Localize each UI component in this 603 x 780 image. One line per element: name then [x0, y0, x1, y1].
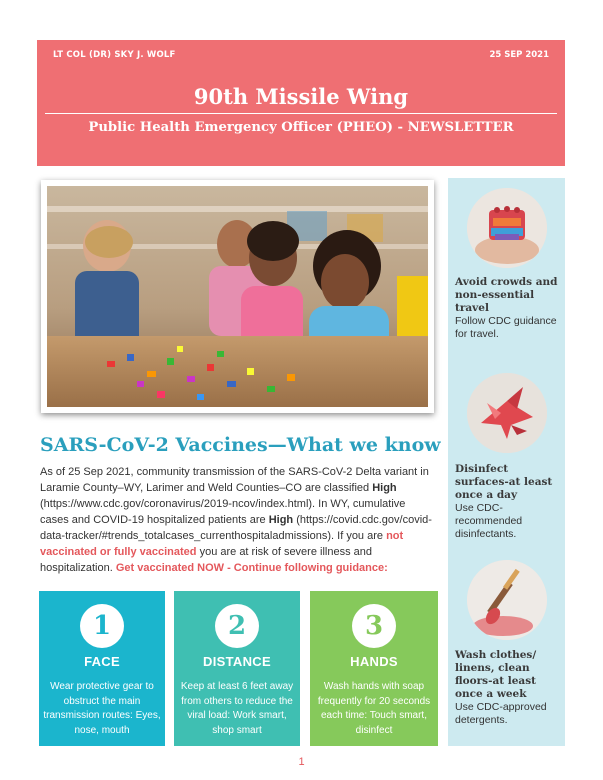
- call-to-action: Get vaccinated NOW - Continue following guidance:: [115, 562, 388, 574]
- header-divider: [45, 113, 557, 114]
- tip-disinfect: [455, 463, 561, 541]
- issue-date: 25 SEP 2021: [489, 50, 549, 60]
- newsletter-subtitle: Public Health Emergency Officer (PHEO) - NEWSLETTER: [88, 120, 514, 135]
- tip-heading: Avoid crowds and non-essential travel: [455, 276, 558, 314]
- card-text: Wear protective gear to obstruct the main transmission routes: Eyes, nose, mouth: [43, 681, 161, 736]
- paintbrush-icon: [467, 560, 547, 640]
- guidance-card-hands: [310, 591, 438, 746]
- disinfect-image: [467, 373, 547, 453]
- step-number: 2: [215, 604, 259, 648]
- virus-icon: [467, 188, 547, 268]
- card-title: FACE: [84, 654, 120, 669]
- tip-text: Follow CDC guidance for travel.: [455, 315, 557, 340]
- tip-wash: [455, 649, 561, 727]
- step-number: 3: [352, 604, 396, 648]
- card-text: Keep at least 6 feet away from others to reduce the viral load: Work smart, shop smart: [180, 681, 294, 736]
- tip-heading: Wash clothes/ linens, clean floors-at least once a week: [455, 649, 537, 700]
- article-headline: SARS-CoV-2 Vaccines—What we know: [40, 434, 441, 456]
- article-body: [40, 464, 435, 576]
- hands-holding-virus-image: [467, 188, 547, 268]
- card-text: Wash hands with soap frequently for 20 seconds each time: Touch smart, disinfect: [317, 681, 431, 736]
- card-title: HANDS: [350, 654, 398, 669]
- tip-text: Use CDC-approved detergents.: [455, 701, 547, 726]
- newsletter-title: 90th Missile Wing: [193, 84, 409, 109]
- step-number: 1: [80, 604, 124, 648]
- tips-sidebar: [448, 178, 565, 746]
- tip-text: Use CDC-recommended disinfectants.: [455, 502, 523, 540]
- body-segment: (https://www.cdc.gov/coronavirus/2019-ncov/index.html). In WY, cumulative cases and COVID-19 hospitalized patients are: [40, 498, 406, 526]
- card-title: DISTANCE: [203, 654, 271, 669]
- page-number: 1: [298, 756, 305, 768]
- transmission-level: High: [372, 482, 397, 494]
- body-segment: you are at risk of severe illness and hospitalization.: [40, 546, 372, 574]
- wash-image: [467, 560, 547, 640]
- guidance-card-distance: [174, 591, 300, 746]
- guidance-card-face: [39, 591, 165, 746]
- tip-heading: Disinfect surfaces-at least once a day: [455, 463, 553, 501]
- body-segment: (https://covid.cdc.gov/covid-data-tracker/#trends_totalcases_currenthospitaladmissions). If you are: [40, 514, 432, 542]
- author-name: LT COL (DR) SKY J. WOLF: [53, 50, 176, 60]
- origami-crane-icon: [467, 373, 547, 453]
- tip-crowds: [455, 276, 561, 341]
- newsletter-header: [37, 40, 565, 166]
- classroom-photo: [41, 180, 434, 413]
- risk-warning: not vaccinated or fully vaccinated: [40, 530, 404, 558]
- children-playing-image: [47, 186, 428, 407]
- hospitalization-level: High: [268, 514, 294, 526]
- body-segment: As of 25 Sep 2021, community transmission of the SARS-CoV-2 Delta variant in Laramie County–WY, Larimer and Weld Counties–CO are classified: [40, 466, 429, 494]
